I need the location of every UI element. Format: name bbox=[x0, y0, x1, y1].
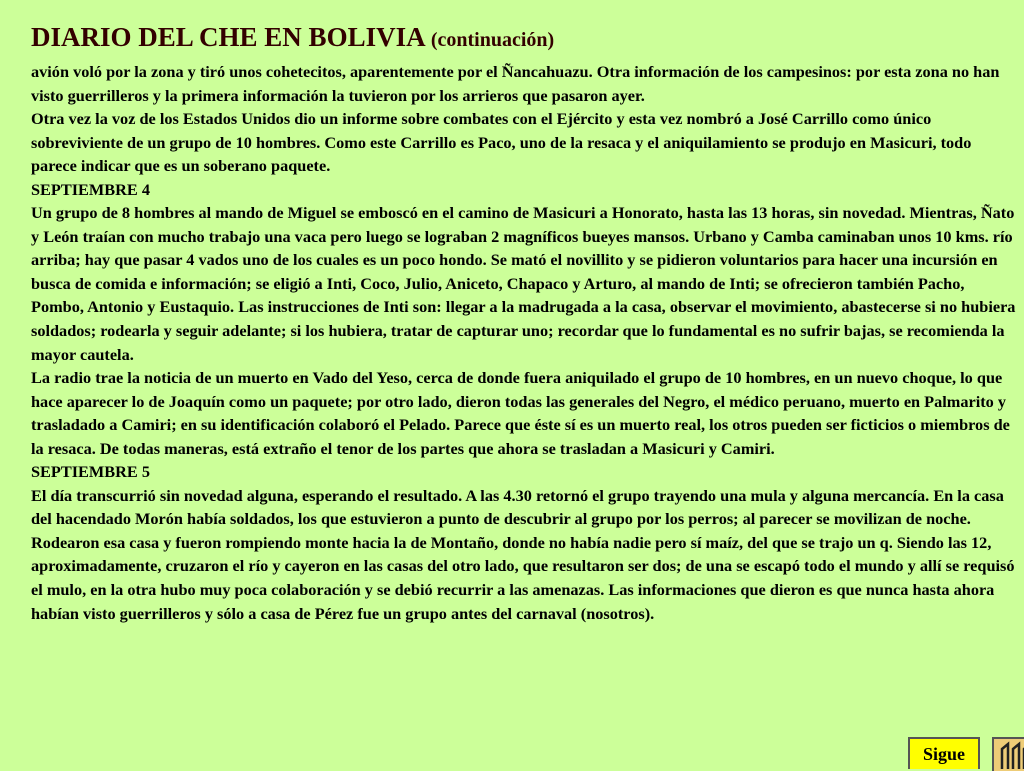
title-main: DIARIO DEL CHE EN BOLIVIA bbox=[31, 22, 425, 52]
date-heading: SEPTIEMBRE 4 bbox=[31, 179, 150, 199]
paragraph: Un grupo de 8 hombres al mando de Miguel se emboscó en el camino de Masicuri a Honorato, hasta las 13 horas, sin novedad. Mientras, Ñato y León traían con mucho trabajo una vaca pero luego se lograban 2 magníficos bueyes mansos. Urbano y Camba caminaban unos 10 kms. río arriba; hay que pasar 4 vados uno de los cuales es un poco hondo. Se mató el novillito y se pidieron voluntarios para hacer una incursión en busca de comida e información; se eligió a Inti, Coco, Julio, Aniceto, Chapaco y Arturo, al mando de Inti; se ofrecieron también Pacho, Pombo, Antonio y Eustaquio. Las instrucciones de Inti son: llegar a la madrugada a la casa, observar el movimiento, abastecerse si no hubiera soldados; rodearla y seguir adelante; si los hubiera, tratar de capturar uno; recordar que lo fundamental es no sufrir bajas, se recomienda la mayor cautela. bbox=[31, 203, 1016, 364]
diary-text bbox=[31, 60, 1021, 625]
title-subtitle: (continuación) bbox=[430, 29, 555, 51]
date-heading: SEPTIEMBRE 5 bbox=[31, 462, 150, 482]
page-title bbox=[31, 19, 554, 58]
paragraph: El día transcurrió sin novedad alguna, esperando el resultado. A las 4.30 retornó el grupo trayendo una mula y alguna mercancía. En la casa del hacendado Morón había soldados, los que estuvieron a punto de descubrir al grupo por los perros; al parecer se movilizan de noche. Rodearon esa casa y fueron rompiendo monte hacia la de Montaño, donde no había nadie pero sí maíz, del que se trajo un q. Siendo las 12, aproximadamente, cruzaron el río y cayeron en las casas del otro lado, que resultaron ser dos; de una se escapó todo el mundo y allí se requisó el mulo, en la otra hubo muy poca colaboración y se debió recurrir a las amenazas. Las informaciones que dieron es que nunca hasta ahora habían visto guerrilleros y sólo a casa de Pérez fue un grupo antes del carnaval (nosotros). bbox=[31, 485, 1015, 623]
return-button[interactable] bbox=[992, 737, 1024, 771]
return-arrow-icon bbox=[994, 739, 1024, 771]
paragraph: avión voló por la zona y tiró unos cohetecitos, aparentemente por el Ñancahuazu. Otra información de los campesinos: por esta zona no han visto guerrilleros y la primera información la tuvieron por los arrieros que pasaron ayer. bbox=[31, 62, 1000, 105]
paragraph: La radio trae la noticia de un muerto en Vado del Yeso, cerca de donde fuera aniquilado el grupo de 10 hombres, en un nuevo choque, lo que hace aparecer lo de Joaquín como un paquete; por otro lado, dieron todas las generales del Negro, el médico peruano, muerto en Palmarito y trasladado a Camiri; en su identificación colaboró el Pelado. Parece que éste sí es un muerto real, los otros pueden ser ficticios o miembros de la resaca. De todas maneras, está extraño el tenor de los partes que ahora se trasladan a Masicuri y Camiri. bbox=[31, 368, 1010, 458]
next-button[interactable]: Sigue bbox=[908, 737, 980, 769]
paragraph: Otra vez la voz de los Estados Unidos dio un informe sobre combates con el Ejército y esta vez nombró a José Carrillo como único sobreviviente de un grupo de 10 hombres. Como este Carrillo es Paco, uno de la resaca y el aniquilamiento se produjo en Masicuri, todo parece indicar que es un soberano paquete. bbox=[31, 109, 972, 176]
